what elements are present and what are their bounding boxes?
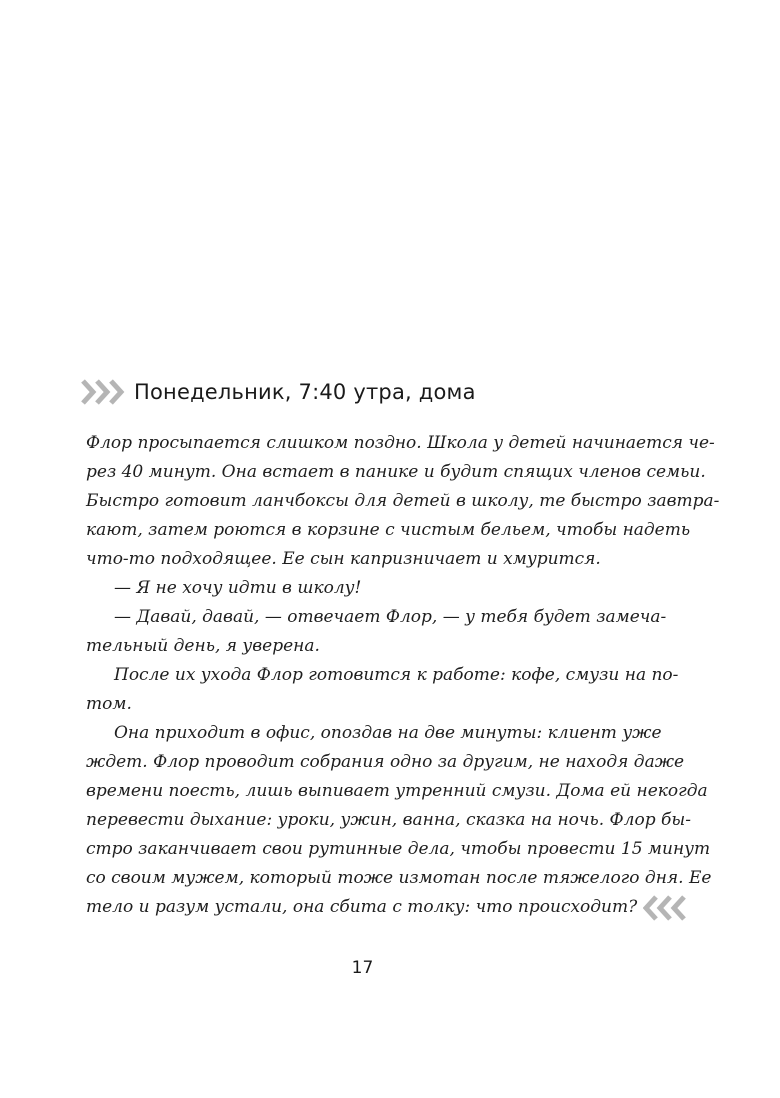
triple-chevron-right-icon bbox=[80, 377, 126, 407]
page-number: 17 bbox=[351, 958, 374, 978]
section-heading bbox=[80, 374, 476, 410]
final-line-text: тело и разум устали, она сбита с толку: что происходит? bbox=[86, 897, 638, 917]
text-line: том. bbox=[86, 694, 132, 714]
text-line: — Давай, давай, — отвечает Флор, — у тебя будет замеча- bbox=[114, 607, 667, 627]
text-line: времени поесть, лишь выпивает утренний смузи. Дома ей некогда bbox=[86, 781, 708, 801]
text-line: кают, затем роются в корзине с чистым бельем, чтобы надеть bbox=[86, 520, 691, 540]
text-line: ждет. Флор проводит собрания одно за другим, не находя даже bbox=[86, 752, 685, 772]
text-line: Флор просыпается слишком поздно. Школа у детей начинается че- bbox=[86, 433, 715, 453]
section-heading-text: Понедельник, 7:40 утра, дома bbox=[134, 380, 476, 404]
text-line: перевести дыхание: уроки, ужин, ванна, сказка на ночь. Флор бы- bbox=[86, 810, 691, 830]
text-line: Она приходит в офис, опоздав на две минуты: клиент уже bbox=[114, 723, 662, 743]
text-line: со своим мужем, который тоже измотан после тяжелого дня. Ее bbox=[86, 868, 712, 888]
text-line: После их ухода Флор готовится к работе: кофе, смузи на по- bbox=[114, 665, 679, 685]
text-line-final bbox=[86, 893, 646, 922]
text-line: Быстро готовит ланчбоксы для детей в школу, те быстро завтра- bbox=[86, 491, 720, 511]
text-line: тельный день, я уверена. bbox=[86, 636, 320, 656]
text-line: рез 40 минут. Она встает в панике и будит спящих членов семьи. bbox=[86, 462, 706, 482]
body-text bbox=[86, 429, 720, 922]
triple-chevron-left-icon bbox=[643, 894, 689, 922]
text-line: — Я не хочу идти в школу! bbox=[114, 578, 362, 598]
text-line: стро заканчивает свои рутинные дела, чтобы провести 15 минут bbox=[86, 839, 711, 859]
text-line: что-то подходящее. Ее сын капризничает и хмурится. bbox=[86, 549, 601, 569]
